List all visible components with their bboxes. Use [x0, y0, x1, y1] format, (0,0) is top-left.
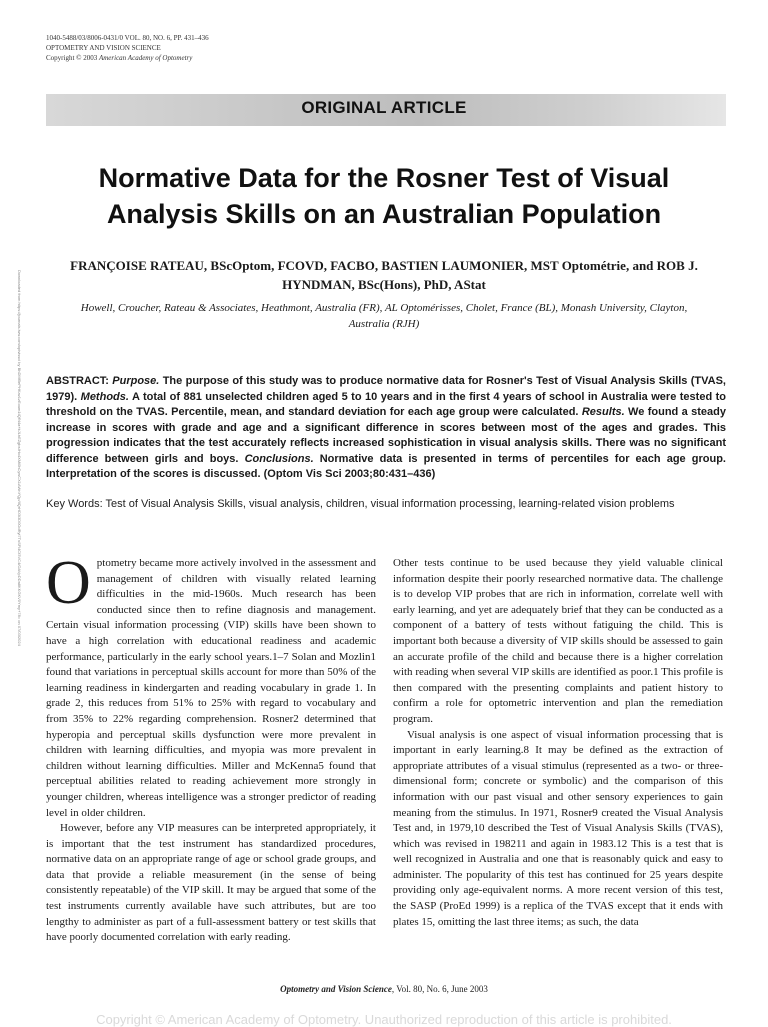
abstract-purpose-label: Purpose.	[112, 375, 160, 387]
abstract-results-label: Results.	[581, 406, 625, 418]
body-paragraph-left-2: However, before any VIP measures can be interpreted appropriately, it is important that the test instrument has standardized procedures, normative data on an appropriate range of age or school grade groups, and data that provide a reliable measurement (in the sense of being consistently repeatable) of the VIP skill. It may be argued that some of the test instruments currently available have such attributes, but are too lengthy to administer as part of a full-assessment battery or test skills that have poorly documented correlation with early reading.	[46, 822, 376, 944]
author-list: FRANÇOISE RATEAU, BScOptom, FCOVD, FACBO, BASTIEN LAUMONIER, MST Optométrie, and ROB J. HYNDMAN, BSc(Hons), PhD, AStat	[70, 258, 698, 292]
key-words: Key Words: Test of Visual Analysis Skills, visual analysis, children, visual information processing, learning-related vision problems	[46, 498, 675, 510]
section-banner-label: ORIGINAL ARTICLE	[301, 98, 467, 117]
abstract	[46, 374, 726, 483]
abstract-conclusions-label: Conclusions.	[244, 452, 314, 465]
side-note-text: Downloaded from https://journals.lww.com/optvissci by BhDMf5ePHKav1zEoum1tQfN4a+kJLhEZgbsIHo4XMi0hCywCX1AWnYQp/IlQrHD3i3D0OdRyi7TvSFl4Cf3VC4/OAVpDDa8KKGKV0Ymy+78= on 07/03/2024	[17, 270, 22, 646]
abstract-methods: A total of 881 unselected children aged 5 to 10 years and in the first 4 years of school in Australia were tested to threshold on the TVAS. Percentile, mean, and standard deviation for each age group were calculated.	[46, 390, 726, 418]
abstract-label: ABSTRACT:	[46, 375, 113, 387]
intro-paragraph	[46, 549, 376, 821]
journal-header	[46, 33, 209, 63]
footer-citation: , Vol. 80, No. 6, June 2003	[391, 984, 488, 994]
intro-paragraph-text: ptometry became more actively involved in the assessment and management of children with visually related learning difficulties in the mid-1960s. Much research has been conducted since then to refine diagnosis and management. Certain visual information processing (VIP) skills have been shown to have a high correlation with educational readiness and academic performance, particularly in the early school years.1–7 Solan and Mozlin1 found that variations in perceptual skills account for more than 50% of the learning readiness in kindergarten and reading vocabulary in grade 1. In grade 2, this reduces from 51% to 25% with regard to vocabulary and from 35% to 22% regarding comprehension. Rosner2 determined that hyperopia and perceptual skills dysfunction were more prevalent in children with learning difficulties, and myopia was more prevalent in children without learning difficulties. Miller and McKenna5 found that perceptual abilities related to reading achievement more strongly in younger children, whereas intelligence was a stronger predictor of reading level in older children.	[46, 557, 376, 819]
drop-cap: O	[46, 549, 91, 617]
body-column-right	[393, 556, 723, 930]
abstract-methods-label: Methods.	[80, 390, 129, 403]
copyright-org: American Academy of Optometry	[98, 54, 193, 62]
body-paragraph-right-1: Other tests continue to be used because they yield valuable clinical information despite their poorly researched normative data. The challenge is to develop VIP probes that are rich in information, correlate well with early learning, and yet are adequately brief that they can be conducted as a component of a battery of tests without fatiguing the child. This is important both because a diversity of VIP skills should be assessed to gain an accurate profile of the child and because there is a higher correlation with reading when several VIP skills are identified as poor.1 This profile is then compared with the presenting complaints and patient history to confirm a role for optometric intervention and plan the remediation program.	[393, 557, 723, 725]
copyright-prefix: Copyright © 2003	[46, 54, 99, 62]
issn-line: 1040-5488/03/8006-0431/0 VOL. 80, NO. 6, PP. 431–436	[46, 34, 209, 42]
footer-journal: Optometry and Vision Science	[280, 984, 392, 994]
copyright-watermark: Copyright © American Academy of Optometry. Unauthorized reproduction of this article is prohibited.	[96, 1012, 672, 1027]
article-title: Normative Data for the Rosner Test of Visual Analysis Skills on an Australian Population	[98, 163, 670, 229]
abstract-results: We found a steady increase in scores with grade and age and a significant difference in scores between most of the ages and grades. This progression indicates that the test accurately reflects increased sophistication in visual analysis skills. There was no significant difference between girls and boys.	[46, 406, 726, 465]
body-column-left	[46, 549, 376, 946]
page-footer	[0, 984, 768, 994]
copyright-line	[46, 53, 209, 63]
abstract-conclusions: Normative data is presented in terms of percentiles for each age group. Interpretation of the scores is discussed. (Optom Vis Sci 2003;80:431–436)	[46, 452, 726, 480]
affiliations: Howell, Croucher, Rateau & Associates, Heathmont, Australia (FR), AL Optomérisses, Cholet, France (BL), Monash University, Clayton, Australia (RJH)	[80, 302, 688, 330]
abstract-purpose: The purpose of this study was to produce normative data for Rosner's Test of Visual Analysis Skills (TVAS, 1979).	[46, 375, 726, 403]
download-side-note	[14, 270, 24, 790]
body-paragraph-right-2: Visual analysis is one aspect of visual information processing that is important in early learning.8 It may be defined as the extraction of appropriate attributes of a visual stimulus (represented as a two- or three-dimensional form; concrete or symbolic) and the comparison of this information with our past visual and other sensory experiences to gain meaning from the stimulus. In 1971, Rosner9 created the Visual Analysis Test and, in 1979,10 described the Test of Visual Analysis Skills (TVAS), which was revised in 198211 and again in 1983.12 This is a test that is well recognized in Australia and one that is reasonably quick and easy to administer. The popularity of this test has continued for 25 years despite providing only age-equivalent norms. A more recent version of this test, the SASP (ProEd 1999) is a replica of the TVAS except that it ends with plates 15, omitting the last three items; as such, the data	[393, 728, 723, 928]
journal-name-line: OPTOMETRY AND VISION SCIENCE	[46, 44, 161, 52]
